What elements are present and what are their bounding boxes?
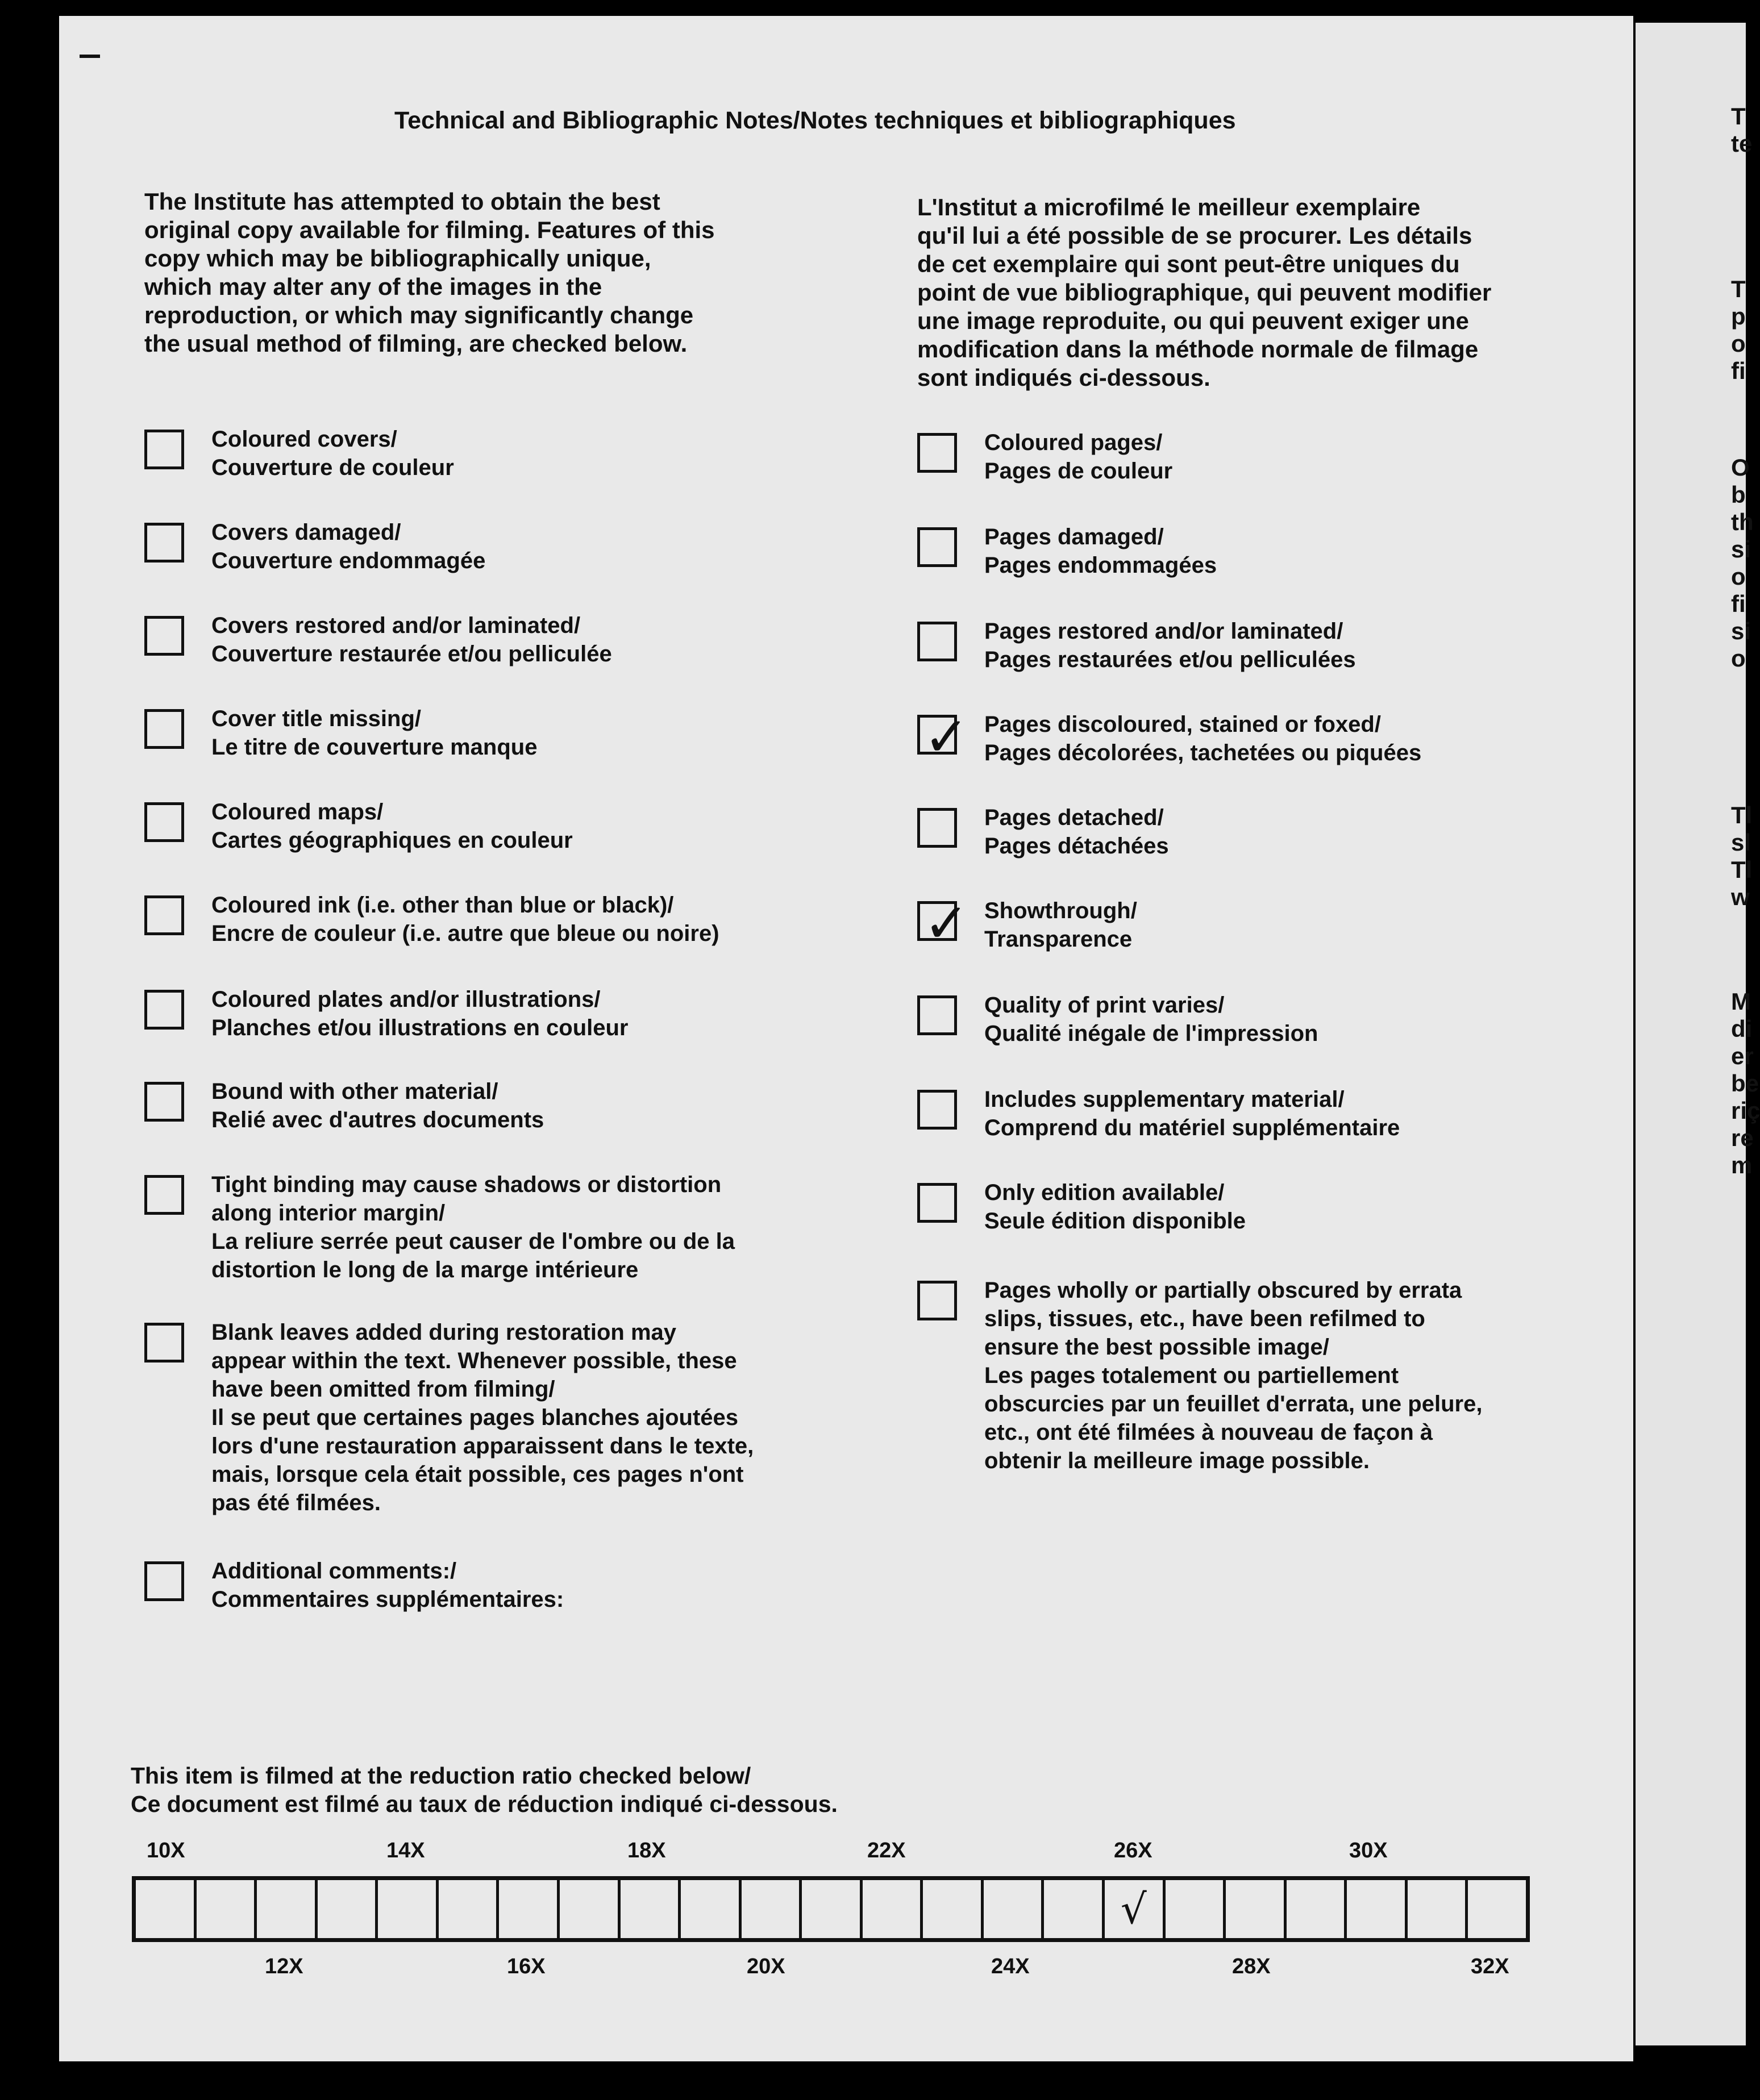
adjacent-page-fragment: riç (1731, 1097, 1760, 1124)
checkbox[interactable] (144, 1323, 184, 1363)
option-label-line: Seule édition disponible (984, 1209, 1246, 1234)
ratio-cell[interactable] (923, 1880, 984, 1938)
option-label-line: Quality of print varies/ (984, 993, 1225, 1018)
option-label-line: Pages restored and/or laminated/ (984, 619, 1343, 644)
option-label (984, 897, 1137, 953)
ratio-label-bottom: 12X (265, 1955, 303, 1978)
option-label (211, 1077, 544, 1134)
adjacent-page-fragment: p (1731, 303, 1746, 330)
option-label-line: Includes supplementary material/ (984, 1087, 1345, 1112)
option-label (984, 710, 1421, 767)
option-label-line: Only edition available/ (984, 1180, 1225, 1205)
option-label-line: Planches et/ou illustrations en couleur (211, 1015, 629, 1040)
ratio-cell[interactable] (1287, 1880, 1347, 1938)
checkbox[interactable] (917, 622, 957, 661)
ratio-cell[interactable] (439, 1880, 500, 1938)
checkbox[interactable] (144, 523, 184, 562)
ratio-cell[interactable] (1408, 1880, 1468, 1938)
adjacent-page-fragment: be (1731, 1070, 1759, 1097)
option-label-line: ensure the best possible image/ (984, 1335, 1329, 1360)
option-label-line: Couverture endommagée (211, 548, 486, 573)
option-label (211, 425, 454, 482)
intro-french: L'Institut a microfilmé le meilleur exemplaire qu'il lui a été possible de se procurer. Les détails de cet exemplaire qui sont peut-être uniques du point de vue bibliographique, qui peuvent modifier une image reproduite, ou qui peuvent exiger une modification dans la méthode normale de filmage sont indiqués ci-dessous. (917, 194, 1492, 391)
checkbox[interactable] (917, 1183, 957, 1223)
option-label-line: obtenir la meilleure image possible. (984, 1448, 1370, 1473)
adjacent-page-fragment: b (1731, 481, 1746, 508)
option-label (984, 1085, 1400, 1142)
option-label (984, 523, 1217, 580)
option-label-line: mais, lorsque cela était possible, ces pages n'ont (211, 1462, 744, 1487)
adjacent-page-fragment: si (1731, 618, 1751, 644)
adjacent-page-fragment: te (1731, 130, 1753, 157)
checkbox[interactable] (144, 1175, 184, 1215)
option-label-line: Tight binding may cause shadows or distortion (211, 1172, 722, 1197)
option-label-line: Pages de couleur (984, 459, 1173, 484)
option-label-line: Pages damaged/ (984, 524, 1164, 549)
option-label-line: Cover title missing/ (211, 706, 421, 731)
ratio-label-top: 18X (627, 1839, 666, 1863)
option-label-line: La reliure serrée peut causer de l'ombre ou de la (211, 1229, 735, 1254)
checkbox[interactable] (144, 802, 184, 842)
adjacent-page-fragment: Tl (1731, 856, 1753, 883)
option-label-line: Comprend du matériel supplémentaire (984, 1115, 1400, 1140)
option-label-line: have been omitted from filming/ (211, 1377, 555, 1402)
checkbox[interactable] (917, 527, 957, 567)
adjacent-page-fragment: T (1731, 276, 1746, 302)
adjacent-page-fragment: si (1731, 536, 1751, 562)
adjacent-page-fragment: o (1731, 330, 1746, 357)
ratio-label-bottom: 24X (991, 1955, 1030, 1978)
adjacent-page-fragment: re (1731, 1124, 1754, 1151)
option-label (211, 518, 485, 575)
option-label-line: Il se peut que certaines pages blanches ajoutées (211, 1405, 739, 1430)
option-label (984, 1178, 1246, 1235)
option-label-line: Qualité inégale de l'impression (984, 1021, 1318, 1046)
ratio-label-top: 22X (867, 1839, 906, 1863)
reduction-line-1: This item is filmed at the reduction ratio checked below/ (131, 1763, 751, 1789)
checkbox[interactable] (917, 1281, 957, 1320)
checkbox[interactable] (144, 430, 184, 469)
ratio-cell[interactable] (560, 1880, 621, 1938)
page-title: Technical and Bibliographic Notes/Notes techniques et bibliographiques (394, 107, 1236, 134)
option-label (984, 803, 1169, 860)
ratio-cell[interactable] (136, 1880, 197, 1938)
option-label-line: obscurcies par un feuillet d'errata, une pelure, (984, 1391, 1483, 1416)
option-label (211, 798, 573, 855)
option-label (984, 428, 1172, 485)
option-label-line: Pages endommagées (984, 553, 1217, 578)
option-label-line: lors d'une restauration apparaissent dans le texte, (211, 1434, 754, 1459)
adjacent-page-fragment: O (1731, 454, 1750, 481)
option-label (211, 1318, 754, 1517)
option-label-line: Pages détachées (984, 834, 1169, 859)
ratio-label-top: 26X (1114, 1839, 1152, 1863)
checkbox[interactable] (917, 433, 957, 473)
option-label-line: Blank leaves added during restoration may (211, 1320, 677, 1345)
adjacent-page-fragment: m (1731, 1152, 1753, 1178)
option-label-line: Cartes géographiques en couleur (211, 828, 573, 853)
option-label-line: Pages décolorées, tachetées ou piquées (984, 740, 1422, 765)
checkbox[interactable] (144, 990, 184, 1030)
checkmark-icon: ✓ (923, 891, 970, 955)
ratio-label-top: 14X (386, 1839, 425, 1863)
ratio-label-bottom: 28X (1232, 1955, 1271, 1978)
reduction-line-2: Ce document est filmé au taux de réduction indiqué ci-dessous. (131, 1791, 838, 1817)
ratio-cell[interactable] (1044, 1880, 1105, 1938)
checkbox[interactable] (917, 995, 957, 1035)
intro-english: The Institute has attempted to obtain the best original copy available for filming. Features of this copy which may be bibliographically unique, which may alter any of the images in the reproduction, or which may significantly change the usual method of filming, are checked below. (144, 188, 715, 357)
option-label (211, 1557, 564, 1614)
ratio-cell[interactable] (378, 1880, 439, 1938)
ratio-cell[interactable] (1166, 1880, 1226, 1938)
adjacent-page (1636, 23, 1746, 2045)
checkbox[interactable] (144, 1561, 184, 1601)
option-label-line: Bound with other material/ (211, 1079, 498, 1104)
option-label-line: pas été filmées. (211, 1490, 381, 1515)
option-label-line: Showthrough/ (984, 898, 1137, 923)
ratio-cell[interactable] (802, 1880, 863, 1938)
option-label (211, 611, 612, 668)
checkbox[interactable] (917, 705, 970, 769)
ratio-label-bottom: 20X (747, 1955, 785, 1978)
ratio-label-top: 10X (147, 1839, 185, 1863)
corner-mark (80, 55, 100, 58)
ratio-cell[interactable] (1347, 1880, 1408, 1938)
adjacent-page-fragment: er (1731, 1043, 1754, 1069)
ratio-cell[interactable] (681, 1880, 742, 1938)
ratio-label-bottom: 16X (507, 1955, 546, 1978)
adjacent-page-fragment: th (1731, 509, 1754, 535)
checkbox[interactable] (917, 1090, 957, 1130)
option-label-line: Le titre de couverture manque (211, 735, 538, 760)
option-label-line: Relié avec d'autres documents (211, 1107, 544, 1132)
checkbox[interactable] (144, 616, 184, 656)
reduction-ratio-grid (132, 1876, 1530, 1942)
ratio-label-top: 30X (1349, 1839, 1388, 1863)
adjacent-page-fragment: o (1731, 563, 1746, 590)
checkbox[interactable] (917, 808, 957, 848)
adjacent-page-fragment: T (1731, 103, 1746, 130)
option-label-line: Commentaires supplémentaires: (211, 1587, 564, 1612)
option-label-line: Couverture de couleur (211, 455, 454, 480)
option-label-line: Coloured ink (i.e. other than blue or black)/ (211, 893, 674, 918)
option-label (211, 891, 719, 948)
ratio-cell[interactable] (257, 1880, 318, 1938)
option-label-line: Coloured covers/ (211, 427, 397, 452)
checkbox[interactable] (917, 891, 970, 955)
reduction-note (131, 1761, 838, 1818)
ratio-cell[interactable] (984, 1880, 1045, 1938)
option-label-line: distortion le long de la marge intérieure (211, 1257, 639, 1282)
option-label-line: Coloured plates and/or illustrations/ (211, 987, 601, 1012)
option-label-line: slips, tissues, etc., have been refilmed to (984, 1306, 1425, 1331)
option-label-line: etc., ont été filmées à nouveau de façon à (984, 1420, 1433, 1445)
option-label-line: Pages detached/ (984, 805, 1164, 830)
adjacent-page-fragment: fi (1731, 357, 1746, 384)
adjacent-page-fragment: Tl (1731, 802, 1753, 828)
option-label-line: Couverture restaurée et/ou pelliculée (211, 641, 612, 666)
adjacent-page-fragment: o (1731, 645, 1746, 672)
adjacent-page-fragment: di (1731, 1015, 1753, 1042)
option-label (211, 1170, 735, 1284)
checkbox[interactable] (144, 709, 184, 749)
ratio-label-bottom: 32X (1471, 1955, 1509, 1978)
ratio-cell[interactable] (1226, 1880, 1287, 1938)
ratio-cell[interactable] (621, 1880, 681, 1938)
option-label (984, 991, 1318, 1048)
ratio-cell[interactable] (197, 1880, 257, 1938)
checkbox[interactable] (144, 1082, 184, 1122)
ratio-cell[interactable] (499, 1880, 560, 1938)
option-label-line: Covers damaged/ (211, 520, 401, 545)
ratio-cell[interactable]: √ (1105, 1880, 1166, 1938)
ratio-cell[interactable] (863, 1880, 923, 1938)
adjacent-page-fragment: fi (1731, 590, 1746, 617)
option-label-line: Additional comments:/ (211, 1559, 457, 1584)
option-label-line: Encre de couleur (i.e. autre que bleue ou noire) (211, 921, 719, 946)
ratio-cell[interactable] (742, 1880, 802, 1938)
adjacent-page-fragment: w (1731, 884, 1750, 910)
checkmark-icon: ✓ (923, 705, 970, 769)
option-label-line: Coloured maps/ (211, 799, 384, 824)
option-label-line: Pages wholly or partially obscured by errata (984, 1278, 1462, 1303)
option-label-line: Covers restored and/or laminated/ (211, 613, 581, 638)
option-label-line: Les pages totalement ou partiellement (984, 1363, 1399, 1388)
option-label (984, 617, 1356, 674)
option-label-line: Coloured pages/ (984, 430, 1163, 455)
ratio-cell[interactable] (1468, 1880, 1526, 1938)
option-label (211, 985, 629, 1042)
option-label-line: appear within the text. Whenever possible, these (211, 1348, 737, 1373)
option-label-line: along interior margin/ (211, 1201, 446, 1226)
ratio-cell[interactable] (318, 1880, 378, 1938)
option-label (984, 1276, 1482, 1475)
checkbox[interactable] (144, 895, 184, 935)
option-label-line: Transparence (984, 927, 1133, 952)
adjacent-page-fragment: sl (1731, 829, 1751, 856)
option-label (211, 705, 537, 761)
option-label-line: Pages discoloured, stained or foxed/ (984, 712, 1381, 737)
adjacent-page-fragment: M (1731, 988, 1751, 1015)
option-label-line: Pages restaurées et/ou pelliculées (984, 647, 1356, 672)
